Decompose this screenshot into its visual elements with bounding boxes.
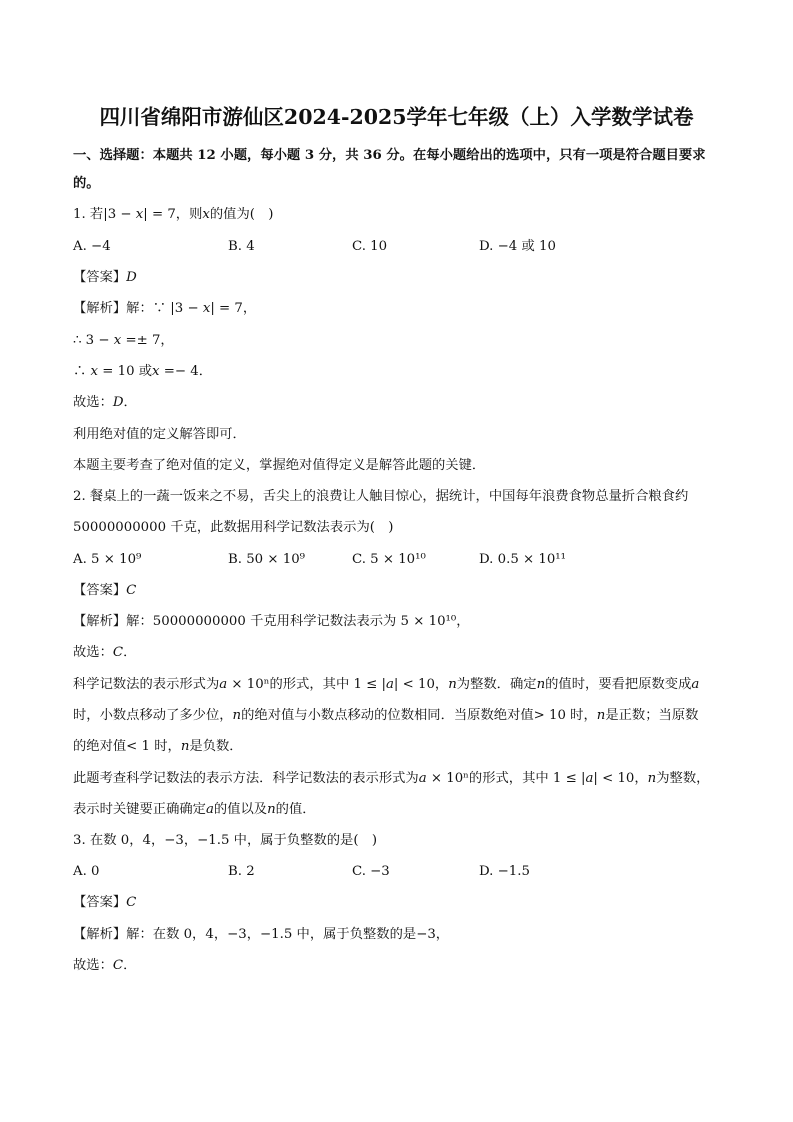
q1-analysis-line: 利用绝对值的定义解答即可． — [73, 427, 246, 442]
q1-option-b: B. 4 — [228, 239, 255, 254]
section-heading: 一、选择题：本题共 12 小题，每小题 3 分，共 36 分。在每小题给出的选项中，只有一项是符合题目要求 — [73, 148, 706, 163]
section-heading-cont: 的。 — [73, 176, 100, 191]
q2-analysis-line: 科学记数法的表示形式为𝑎 × 10ⁿ的形式，其中 1 ≤ |𝑎| < 10，𝑛为整数．确定𝑛的值时，要看把原数变成𝑎 — [73, 677, 700, 692]
q1-option-d: D. −4 或 10 — [479, 239, 556, 254]
q2-analysis-line: 表示时关键要正确确定𝑎的值以及𝑛的值． — [73, 802, 316, 817]
q1-analysis-line: ∴ 3 − 𝑥 =± 7， — [73, 333, 174, 348]
question-2-stem: 2. 餐桌上的一蔬一饭来之不易，舌尖上的浪费让人触目惊心，据统计，中国每年浪费食物总量折合粮食约 — [73, 489, 689, 504]
q2-analysis-line: 【解析】解：50000000000 千克用科学记数法表示为 5 × 10¹⁰， — [73, 614, 470, 629]
question-2-stem-cont: 50000000000 千克，此数据用科学记数法表示为( ) — [73, 520, 394, 535]
page-title: 四川省绵阳市游仙区2024-2025学年七年级（上）入学数学试卷 — [99, 105, 694, 129]
q2-analysis-line: 此题考查科学记数法的表示方法．科学记数法的表示形式为𝑎 × 10ⁿ的形式，其中 1 ≤ |𝑎| < 10，𝑛为整数， — [73, 771, 710, 786]
q2-option-c: C. 5 × 10¹⁰ — [352, 552, 426, 567]
q3-option-a: A. 0 — [73, 864, 100, 879]
q2-option-a: A. 5 × 10⁹ — [73, 552, 142, 567]
q1-analysis-line: 故选：𝐷． — [73, 395, 137, 410]
q1-option-a: A. −4 — [73, 239, 111, 254]
q2-answer: 【答案】𝐶 — [73, 583, 137, 598]
q1-option-c: C. 10 — [352, 239, 388, 254]
q2-option-b: B. 50 × 10⁹ — [228, 552, 305, 567]
q2-analysis-line: 时，小数点移动了多少位，𝑛的绝对值与小数点移动的位数相同．当原数绝对值> 10 时，𝑛是正数；当原数 — [73, 708, 699, 723]
question-1-stem: 1. 若|3 − 𝑥| = 7，则𝑥的值为( ) — [73, 207, 274, 222]
q1-analysis-line: ∴ 𝑥 = 10 或𝑥 =− 4． — [73, 364, 213, 379]
q3-analysis-line: 故选：𝐶． — [73, 958, 137, 973]
q3-option-d: D. −1.5 — [479, 864, 530, 879]
question-3-stem: 3. 在数 0，4，−3，−1.5 中，属于负整数的是( ) — [73, 833, 378, 848]
q2-option-d: D. 0.5 × 10¹¹ — [479, 552, 566, 567]
q3-answer: 【答案】𝐶 — [73, 895, 137, 910]
q2-analysis-line: 的绝对值< 1 时，𝑛是负数． — [73, 739, 243, 754]
q3-analysis-line: 【解析】解：在数 0，4，−3，−1.5 中，属于负整数的是−3， — [73, 927, 450, 942]
q1-analysis-line: 【解析】解：∵ |3 − 𝑥| = 7， — [73, 301, 257, 316]
q2-analysis-line: 故选：𝐶． — [73, 645, 137, 660]
q1-analysis-line: 本题主要考查了绝对值的定义，掌握绝对值得定义是解答此题的关键． — [73, 458, 486, 473]
q3-option-b: B. 2 — [228, 864, 255, 879]
q3-option-c: C. −3 — [352, 864, 390, 879]
q1-answer: 【答案】𝐷 — [73, 270, 137, 285]
